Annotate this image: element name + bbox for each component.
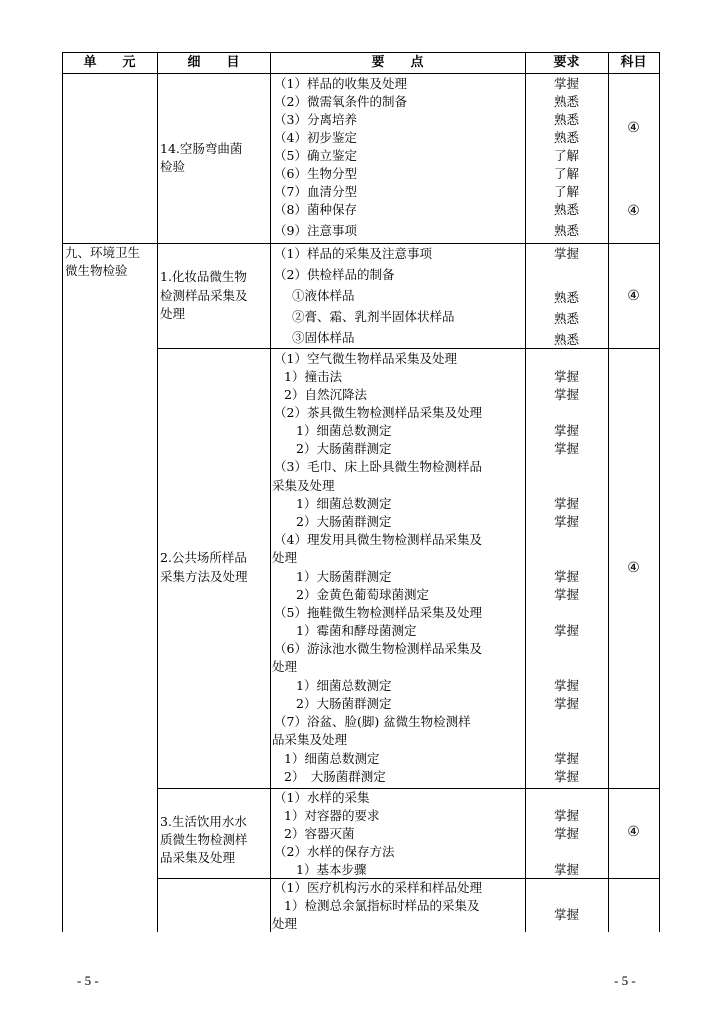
point-text: 2）自然沉降法 [284, 387, 367, 402]
item-label: 检测样品采集及 [160, 288, 248, 303]
point-text: 2） 大肠菌群测定 [284, 769, 386, 784]
subject-marker: ④ [627, 288, 640, 304]
point-text: 1）基本步骤 [296, 862, 367, 877]
unit-label: 九、环境卫生 [65, 245, 141, 260]
requirement-level: 掌握 [553, 769, 579, 784]
column-divider [608, 52, 609, 932]
requirement-level: 掌握 [553, 808, 579, 823]
subject-marker: ④ [627, 120, 640, 136]
header-divider [62, 73, 660, 74]
point-text: （5）确立鉴定 [274, 148, 357, 163]
requirement-level: 掌握 [553, 423, 579, 438]
point-text: 品采集及处理 [272, 732, 348, 747]
point-text: 1）霉菌和酵母菌测定 [296, 623, 417, 638]
page-number-right: - 5 - [614, 973, 636, 988]
point-text: 1）大肠菌群测定 [296, 569, 392, 584]
item-label: 3.生活饮用水水 [160, 814, 247, 829]
header-points: 要 点 [371, 55, 424, 70]
point-text: （7）浴盆、脸(脚) 盆微生物检测样 [274, 714, 471, 729]
requirement-level: 掌握 [553, 369, 579, 384]
point-text: （2）水样的保存方法 [274, 844, 395, 859]
syllabus-table [62, 52, 660, 932]
point-text: 2）金黄色葡萄球菌测定 [296, 587, 429, 602]
point-text: ③固体样品 [292, 330, 355, 345]
point-text: 2）大肠菌群测定 [296, 514, 392, 529]
point-text: （9）注意事项 [274, 223, 357, 238]
item-label: 2.公共场所样品 [160, 550, 247, 565]
requirement-level: 熟悉 [553, 290, 579, 305]
point-text: 1）撞击法 [284, 369, 342, 384]
header-requirement: 要求 [553, 55, 580, 70]
item-label: 质微生物检测样 [160, 832, 248, 847]
point-text: （3）毛巾、床上卧具微生物检测样品 [274, 459, 482, 474]
requirement-level: 掌握 [553, 387, 579, 402]
subject-marker: ④ [627, 824, 640, 840]
point-text: 处理 [272, 550, 298, 565]
point-text: （2）供检样品的制备 [274, 267, 395, 282]
point-text: （2）微需氧条件的制备 [274, 94, 407, 109]
row-divider [62, 243, 660, 244]
point-text: （1）水样的采集 [274, 790, 370, 805]
requirement-level: 了解 [553, 148, 579, 163]
requirement-level: 熟悉 [553, 311, 579, 326]
point-text: 处理 [272, 659, 298, 674]
point-text: 1）细菌总数测定 [296, 496, 392, 511]
requirement-level: 掌握 [553, 514, 579, 529]
point-text: （5）拖鞋微生物检测样品采集及处理 [274, 605, 482, 620]
requirement-level: 掌握 [553, 678, 579, 693]
item-label: 处理 [160, 306, 186, 321]
point-text: 处理 [272, 916, 298, 931]
point-text: 2）大肠菌群测定 [296, 696, 392, 711]
point-text: （6）游泳池水微生物检测样品采集及 [274, 641, 482, 656]
header-subject: 科目 [620, 55, 647, 70]
requirement-level: 熟悉 [553, 112, 579, 127]
requirement-level: 掌握 [553, 907, 579, 922]
requirement-level: 掌握 [553, 76, 579, 91]
point-text: ①液体样品 [292, 288, 355, 303]
requirement-level: 熟悉 [553, 223, 579, 238]
table-border-top [62, 52, 660, 53]
unit-label: 微生物检验 [65, 263, 128, 278]
column-divider [270, 52, 271, 932]
requirement-level: 掌握 [553, 246, 579, 261]
point-text: 采集及处理 [272, 478, 335, 493]
point-text: 1）细菌总数测定 [296, 678, 392, 693]
point-text: （1）医疗机构污水的采样和样品处理 [274, 880, 482, 895]
requirement-level: 掌握 [553, 569, 579, 584]
requirement-level: 掌握 [553, 496, 579, 511]
point-text: 1）检测总余氯指标时样品的采集及 [284, 898, 480, 913]
page-number-left: - 5 - [77, 973, 99, 988]
requirement-level: 熟悉 [553, 332, 579, 347]
point-text: （2）茶具微生物检测样品采集及处理 [274, 405, 482, 420]
requirement-level: 掌握 [553, 441, 579, 456]
point-text: 2）容器灭菌 [284, 826, 355, 841]
requirement-level: 掌握 [553, 623, 579, 638]
subject-marker: ④ [627, 203, 640, 219]
point-text: 1）细菌总数测定 [284, 751, 380, 766]
point-text: （4）理发用具微生物检测样品采集及 [274, 532, 482, 547]
point-text: （1）样品的采集及注意事项 [274, 246, 432, 261]
row-divider [157, 788, 660, 789]
requirement-level: 熟悉 [553, 130, 579, 145]
point-text: （6）生物分型 [274, 166, 357, 181]
point-text: （3）分离培养 [274, 112, 357, 127]
point-text: （8）菌种保存 [274, 202, 357, 217]
requirement-level: 熟悉 [553, 202, 579, 217]
point-text: （7）血清分型 [274, 184, 357, 199]
point-text: （4）初步鉴定 [274, 130, 357, 145]
point-text: 1）细菌总数测定 [296, 423, 392, 438]
item-label: 品采集及处理 [160, 850, 236, 865]
item-label: 采集方法及处理 [160, 569, 248, 584]
requirement-level: 掌握 [553, 751, 579, 766]
point-text: 2）大肠菌群测定 [296, 441, 392, 456]
point-text: ②膏、霜、乳剂半固体状样品 [292, 309, 455, 324]
point-text: （1）样品的收集及处理 [274, 76, 407, 91]
table-border-right [659, 52, 660, 932]
column-divider [157, 52, 158, 932]
requirement-level: 掌握 [553, 696, 579, 711]
requirement-level: 掌握 [553, 862, 579, 877]
requirement-level: 了解 [553, 184, 579, 199]
header-unit: 单 元 [83, 55, 136, 70]
requirement-level: 掌握 [553, 587, 579, 602]
point-text: （1）空气微生物样品采集及处理 [274, 351, 457, 366]
item-label: 1.化妆品微生物 [160, 269, 247, 284]
header-item: 细 目 [187, 55, 240, 70]
item-label: 检验 [160, 159, 186, 174]
subject-marker: ④ [627, 560, 640, 576]
table-border-left [62, 52, 63, 932]
point-text: 1）对容器的要求 [284, 808, 380, 823]
requirement-level: 了解 [553, 166, 579, 181]
requirement-level: 掌握 [553, 826, 579, 841]
requirement-level: 熟悉 [553, 94, 579, 109]
item-label: 14.空肠弯曲菌 [160, 141, 243, 156]
